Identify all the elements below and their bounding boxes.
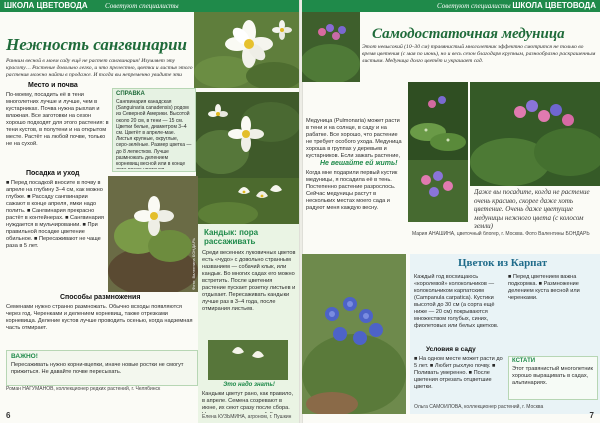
bellflower-author: Ольга САМОЙЛОВА, коллекционер растений, г. Москва <box>414 404 544 410</box>
fact-box <box>508 356 598 400</box>
planting-text: ■ Перед посадкой вносите в почву в апреле на глубину 3–4 см, как можно глубже. ■ Рассаду сангвинарии сажают в конце апреля, ямки надо полить. ■ Сангвинария прекрасно растёт в контейнерах. ■ Сангвинария нуждается в мульчировании. ■ При правильной посадке цветение обильное. ■ Пересаживают не чаще раза в 5 лет. <box>6 180 104 249</box>
important-heading: ВАЖНО! <box>11 353 38 360</box>
lungwort-lead: Этот невысокий (10–30 см) травянистый многолетник эффектно смотрится не только во время цветения (с мая по июнь), но и весь сезон благодаря крупным, разнообразно раскрашенным листьям. Медуница долго цветёт и украшает сад. <box>362 44 596 64</box>
kandyk-photo-small <box>208 340 288 380</box>
lungwort-warn-heading: Не вешайте ей жить! <box>320 160 398 167</box>
lungwort-warn-text: Когда мне подарили первый кустик медуницы, я посадила её в тень. Постепенно растение разрослось. Сейчас медуницы растут в нескольких местах моего сада и радуют меня каждую весну. <box>306 170 398 211</box>
important-box <box>6 350 198 386</box>
right-header-caption: Советуют специалисты <box>437 2 511 10</box>
sanguinaria-photo-top <box>194 12 299 88</box>
sanguinaria-photo-middle <box>196 92 299 178</box>
bellflower-care-heading: Условия в саду <box>426 346 476 353</box>
fact-heading: КСТАТИ <box>512 358 536 364</box>
kandyk-text: Среди весенних луковичных цветов есть «чудо» с довольно странным названием — собачий клык, или кандык. Во многих садах его можно встретить. После цветения растение пускает розетку листьев и отдыхает. Пересаживать кандыки лучше раз в 3–4 года, после отмирания листьев. <box>202 250 296 312</box>
left-author: Роман НАГУМАНОВ, коллекционер редких растений, г. Челябинск <box>6 386 161 392</box>
propagation-text: Семенами нужно странно размножать. Обычно всходы появляются через год. Черенками и делением корневищ, также отрезками корневища. Деление кустов лучше проводить осенью, когда надземная часть отмирает. <box>6 304 193 331</box>
lungwort-author: Мария АНАШИНА, цветочный блогер, г. Москва. Фото Валентины БОНДАРЬ <box>412 231 590 237</box>
left-header-section: ШКОЛА ЦВЕТОВОДА <box>4 1 88 10</box>
info-text: Сангвинария канадская (Sanguinaria canadensis) родом из Северной Америки. Высотой около 20 см, в тени — 15 см. Цветки белые, диаметром 3–4 см. Цветёт в апреле-мае. Листья крупные, округлые, серо-зелёные. Размер цветка — до 8 лепестков. Лучше размножать делением корневищ весной или в конце <box>116 99 192 168</box>
lungwort-quote: Даже вы посадите, когда не растение очень красиво, скорее даже хоть цветение. Очень даже цветущие медуницы нежного цвета (с колосом земли) <box>474 188 590 230</box>
right-header-section: ШКОЛА ЦВЕТОВОДА <box>512 1 596 10</box>
lungwort-body: Медуница (Pulmonaria) может расти в тени и на солнце, в саду и на рабатке. Все хорошо, что растение не требует особого ухода. Медуница хороша в группах у деревьев и кустарников. Если зажать растение, <box>306 118 402 159</box>
sanguinaria-lead: Ранним весной в моем саду ещё не растет сангвинария! Изумляет эту красоту… Растение довольно легко, и что прелестно, цветки и листья этого растения можно найти в продаже. И тогда вы непременно увидите эти <box>6 58 193 78</box>
lungwort-photo-top <box>302 12 360 82</box>
info-heading: СПРАВКА <box>116 91 145 97</box>
bellflower-photo <box>302 254 406 414</box>
left-page-number: 6 <box>6 411 11 420</box>
info-box <box>112 88 196 172</box>
photo-caption: Фото: Валентина БОНДАРЬ <box>191 238 196 290</box>
place-heading: Место и почва <box>28 82 78 89</box>
sanguinaria-title: Нежность сангвинарии <box>6 35 187 54</box>
bellflower-box <box>410 254 600 414</box>
left-header-bar <box>0 0 300 12</box>
important-text: Пересаживать нужно корни-вцепки, иначе новые ростки не смогут прижиться. Не давайте почве пересыхать. <box>11 362 184 375</box>
bellflower-care-text: ■ На одном месте может расти до 5 лет. ■ Любит рыхлую почву. ■ Поливать умеренно. ■ После цветения отрезать отцветшие цветки. <box>414 356 503 390</box>
bellflower-title: Цветок из Карпат <box>458 257 548 269</box>
right-header-bar <box>302 0 600 12</box>
left-header-caption: Советуют специалисты <box>105 2 179 10</box>
fact-text: Этот травянистый многолетник хорошо выращивать в садах, альпинариях. <box>512 366 593 386</box>
bellflower-text: Каждый год восхищаюсь «королевой» колокольчиков — колокольчиком карпатским (Campanula carpatica). Кустики высотой до 30 см (а сорта ещё ниже — 20 см) покрываются множеством голубых, синих, фиолетовых или белых цветков. <box>414 274 499 329</box>
bellflower-side-text: ■ Перед цветением важна подкормка. ■ Размножение делением куста весной или черенками. <box>508 274 580 301</box>
right-page <box>302 0 600 423</box>
lungwort-photo-bloom <box>408 160 468 222</box>
planting-heading: Посадка и уход <box>26 170 80 177</box>
propagation-heading: Способы размножения <box>60 294 141 301</box>
kandyk-note-text: Кандыки цветут рано, как правило, в апреле. Семена созревают в июне, их сеют сразу после сбора. <box>202 391 293 411</box>
kandyk-author: Елена КУЗЬМИНА, агроном, г. Пушкин <box>202 414 292 420</box>
place-text: По-моему, посадить её в тени многолетних лучше и лучше, чем в кустарниках. Почва нужна рыхлая и влажная. Все заготовки на сезон хорошо подходят для этого растения: в тени кустов, в полутени и на открытом месте. Растёт на любой почве, только не на сухой. <box>6 92 109 147</box>
kandyk-note-heading: Это надо знать! <box>223 382 275 388</box>
lungwort-photo-right <box>470 82 600 186</box>
sanguinaria-photo-large <box>108 176 198 292</box>
kandyk-photo <box>198 178 300 224</box>
lungwort-title: Самодостаточная медуница <box>372 26 565 42</box>
kandyk-sidebar <box>198 178 300 423</box>
right-page-number: 7 <box>589 411 594 420</box>
kandyk-heading: Кандык: пора рассаживать <box>204 228 259 246</box>
lungwort-photo-leaves <box>408 82 468 160</box>
